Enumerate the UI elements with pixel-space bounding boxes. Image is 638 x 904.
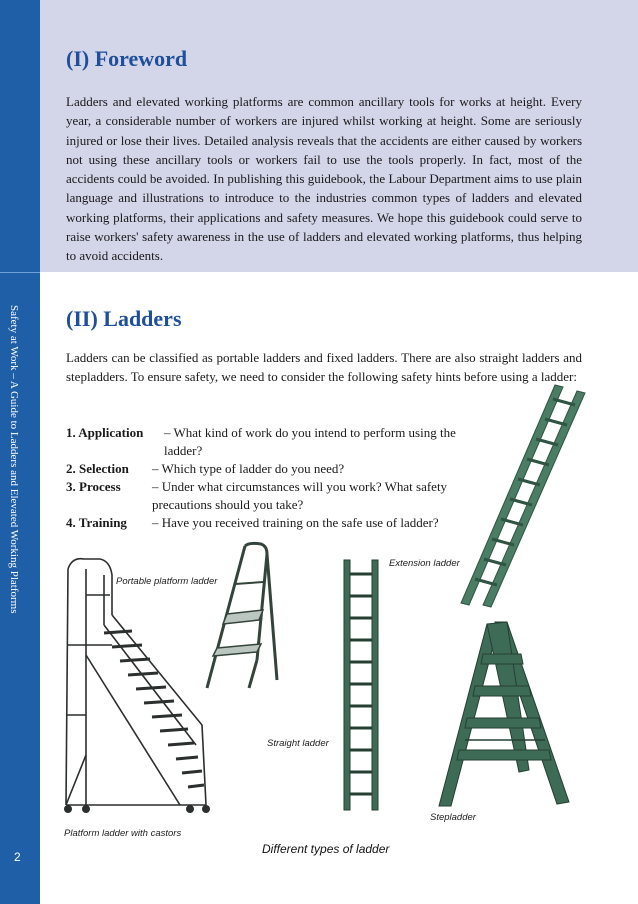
hint-label: 1. Application <box>66 425 144 440</box>
hint-text: – Have you received training on the safe use of ladder? <box>152 515 439 530</box>
hint-text: – Under what circumstances will you work? What safety precautions should you take? <box>152 479 448 512</box>
sidebar-title: Safety at Work – A Guide to Ladders and Elevated Working Platforms <box>8 305 20 614</box>
sidebar <box>0 0 40 904</box>
hint-item-selection <box>66 460 476 478</box>
hint-item-application <box>66 424 476 460</box>
caption-portable-platform-ladder: Portable platform ladder <box>116 576 218 587</box>
stepladder-illustration <box>435 620 575 810</box>
hint-text: – Which type of ladder do you need? <box>152 461 345 476</box>
straight-ladder-illustration <box>342 560 382 812</box>
extension-ladder-illustration <box>455 385 595 610</box>
caption-straight-ladder: Straight ladder <box>267 738 329 749</box>
hint-item-process <box>66 478 476 514</box>
figure-title: Different types of ladder <box>262 842 390 856</box>
page-number: 2 <box>14 850 21 864</box>
hint-label: 4. Training <box>66 515 127 530</box>
caption-stepladder: Stepladder <box>430 812 476 823</box>
ladders-heading: (II) Ladders <box>66 306 182 331</box>
platform-ladder-with-castors-illustration <box>60 555 218 815</box>
caption-platform-ladder-with-castors: Platform ladder with castors <box>64 828 182 839</box>
foreword-paragraph: Ladders and elevated working platforms are common ancillary tools for works at height. Every year, a considerable number of workers are injured whilst working at height. Some are seriously injured or lose their lives. Detailed analysis reveals that the accidents are either caused by workers not using these ancillary tools or workers fail to use the tools properly. In fact, most of the accidents could be avoided. In publishing this guidebook, the Labour Department aims to use plain language and illustrations to introduce to the industries common types of ladders and elevated working platforms, their applications and safety measures. We hope this guidebook could serve to raise workers' safety awareness in the use of ladders and elevated working platforms, thus helping to avoid accidents. <box>66 94 582 264</box>
hint-label: 2. Selection <box>66 461 129 476</box>
ladders-intro-paragraph: Ladders can be classified as portable ladders and fixed ladders. There are also straight ladders and stepladders. To ensure safety, we need to consider the following safety hints before using a ladder: <box>66 350 582 385</box>
safety-hints-list <box>66 424 476 532</box>
portable-platform-ladder-illustration <box>205 540 280 690</box>
hint-item-training <box>66 514 476 532</box>
hint-label: 3. Process <box>66 479 121 494</box>
sidebar-divider <box>0 272 40 273</box>
caption-extension-ladder: Extension ladder <box>389 558 460 569</box>
hint-text: – What kind of work do you intend to perform using the ladder? <box>164 425 456 458</box>
foreword-heading: (I) Foreword <box>66 46 188 71</box>
